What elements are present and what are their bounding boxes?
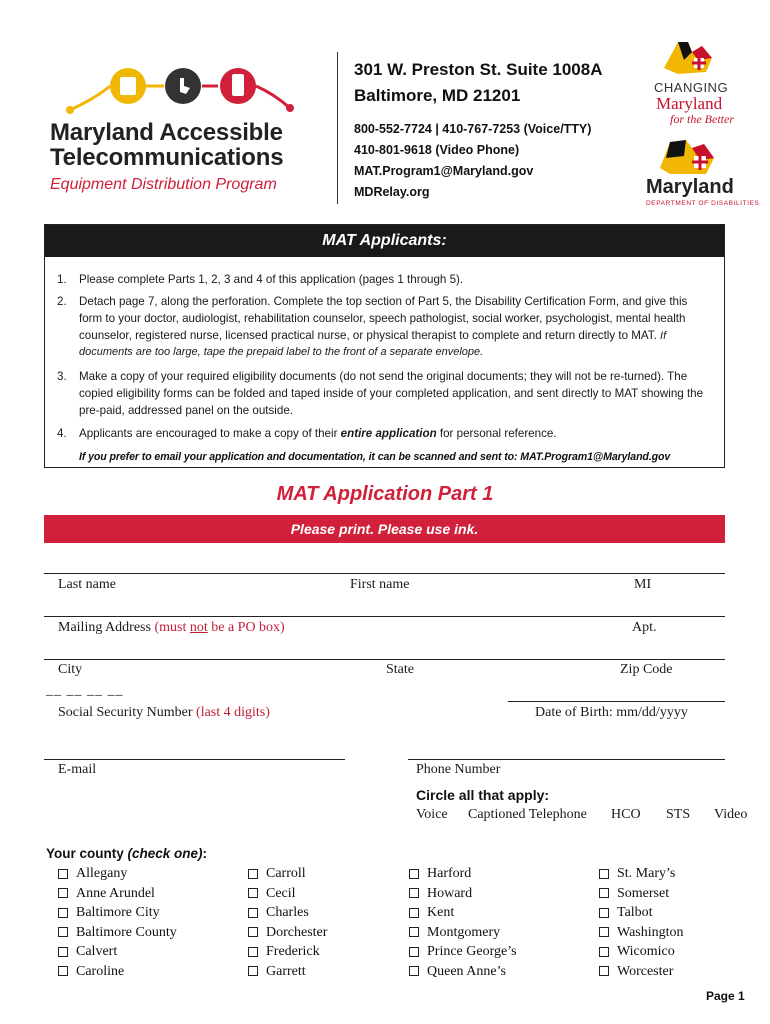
- phone-line[interactable]: [408, 759, 725, 760]
- county-option-carroll[interactable]: Carroll: [248, 864, 327, 884]
- county-option-calvert[interactable]: Calvert: [58, 942, 177, 962]
- checkbox[interactable]: [58, 908, 68, 918]
- last-name-label: Last name: [58, 577, 116, 592]
- county-option-caroline[interactable]: Caroline: [58, 962, 177, 982]
- phone-label: Phone Number: [416, 762, 501, 777]
- checkbox[interactable]: [599, 947, 609, 957]
- phone-voice: 800-552-7724 | 410-767-7253 (Voice/TTY): [354, 122, 592, 136]
- option-hco[interactable]: HCO: [611, 807, 641, 822]
- apt-label: Apt.: [632, 620, 657, 635]
- email-note: If you prefer to email your application and documentation, it can be scanned and sent to: MAT.Program1@Maryland.gov: [79, 451, 671, 463]
- option-video[interactable]: Video: [714, 807, 748, 822]
- checkbox[interactable]: [599, 869, 609, 879]
- address-line[interactable]: [44, 616, 725, 617]
- phone-icon: [120, 77, 136, 95]
- maryland-flag-logo: [658, 38, 718, 78]
- brand-maryland: Maryland: [656, 94, 723, 113]
- checkbox[interactable]: [599, 927, 609, 937]
- applicants-heading: MAT Applicants:: [45, 225, 724, 257]
- option-captioned-telephone[interactable]: Captioned Telephone: [468, 807, 587, 822]
- mat-logo-graphic: [66, 58, 306, 118]
- city-label: City: [58, 662, 83, 677]
- option-voice[interactable]: Voice: [416, 807, 448, 822]
- brand-changing: CHANGING: [654, 80, 729, 95]
- checkbox[interactable]: [409, 966, 419, 976]
- checkbox[interactable]: [58, 869, 68, 879]
- circle-heading: Circle all that apply:: [416, 787, 550, 803]
- checkbox[interactable]: [599, 966, 609, 976]
- email-label: E-mail: [58, 762, 97, 777]
- county-option-garrett[interactable]: Garrett: [248, 962, 327, 982]
- org-name: Maryland Accessible Telecommunications: [50, 119, 284, 171]
- county-option-charles[interactable]: Charles: [248, 903, 327, 923]
- part1-title: MAT Application Part 1: [276, 483, 494, 505]
- print-ink-banner: Please print. Please use ink.: [44, 515, 725, 543]
- checkbox[interactable]: [409, 888, 419, 898]
- county-option-st-marys[interactable]: St. Mary’s: [599, 864, 684, 884]
- dob-label: Date of Birth: mm/dd/yyyy: [535, 705, 688, 720]
- checkbox[interactable]: [248, 888, 258, 898]
- checkbox[interactable]: [248, 908, 258, 918]
- checkbox[interactable]: [58, 888, 68, 898]
- county-column-4: [599, 864, 684, 981]
- phone-video: 410-801-9618 (Video Phone): [354, 143, 520, 157]
- header-divider: [337, 52, 338, 204]
- county-option-allegany[interactable]: Allegany: [58, 864, 177, 884]
- dob-line[interactable]: [508, 701, 725, 702]
- city-line[interactable]: [44, 659, 725, 660]
- address-line1: 301 W. Preston St. Suite 1008A: [354, 60, 603, 79]
- county-column-2: [248, 864, 327, 981]
- county-option-worcester[interactable]: Worcester: [599, 962, 684, 982]
- county-option-kent[interactable]: Kent: [409, 903, 517, 923]
- county-column-3: [409, 864, 517, 981]
- county-option-dorchester[interactable]: Dorchester: [248, 923, 327, 943]
- county-option-frederick[interactable]: Frederick: [248, 942, 327, 962]
- website: MDRelay.org: [354, 185, 430, 199]
- state-label: State: [386, 662, 414, 677]
- checkbox[interactable]: [409, 869, 419, 879]
- county-option-harford[interactable]: Harford: [409, 864, 517, 884]
- county-option-howard[interactable]: Howard: [409, 884, 517, 904]
- ssn-label: Social Security Number (last 4 digits): [58, 705, 270, 720]
- name-line[interactable]: [44, 573, 725, 574]
- mi-label: MI: [634, 577, 652, 592]
- county-heading: Your county (check one):: [46, 846, 208, 861]
- email-line[interactable]: [44, 759, 345, 760]
- checkbox[interactable]: [248, 927, 258, 937]
- applicants-instructions-box: MAT Applicants: 1. Please complete Parts 1, 2, 3 and 4 of this application (pages 1 through 5). 2. Detach page 7, along the perforation. Complete the top section of Part 5, the Disability Certification Form, and give this form to your doctor, audiologist, rehabilitation counselor, speech pathologist, social worker, psychologist, mental health counselor, registered nurse, licensed practical nurse, or physical therapist to complete and return directly to MAT. If documents are too large, tape the prepaid label to the front of a separate envelope. 3. Make a copy of your required eligibility documents (do not send the original documents; they will not be re-turned). The copied eligibility forms can be folded and taped inside of your completed application, and sent directly to MAT showing the pre-paid, addressed panel on the outside. 4. Applicants are encouraged to make a copy of their entire application for personal reference. If you prefer to email your application and documentation, it can be scanned and sent to: MAT.Program1@Maryland.gov: [44, 224, 725, 468]
- county-option-cecil[interactable]: Cecil: [248, 884, 327, 904]
- checkbox[interactable]: [409, 908, 419, 918]
- county-column-1: [58, 864, 177, 981]
- address-line2: Baltimore, MD 21201: [354, 86, 521, 105]
- checkbox[interactable]: [248, 869, 258, 879]
- first-name-label: First name: [350, 577, 410, 592]
- ssn-blanks[interactable]: __ __ __ __: [46, 683, 124, 698]
- county-option-baltimore-county[interactable]: Baltimore County: [58, 923, 177, 943]
- dept-disabilities-logo: [656, 136, 718, 178]
- checkbox[interactable]: [248, 947, 258, 957]
- zip-label: Zip Code: [620, 662, 673, 677]
- mobile-icon: [232, 74, 244, 96]
- org-subtitle: Equipment Distribution Program: [50, 176, 277, 193]
- county-option-somerset[interactable]: Somerset: [599, 884, 684, 904]
- county-option-talbot[interactable]: Talbot: [599, 903, 684, 923]
- county-option-montgomery[interactable]: Montgomery: [409, 923, 517, 943]
- county-option-baltimore-city[interactable]: Baltimore City: [58, 903, 177, 923]
- dept-name: DEPARTMENT OF DISABILITIES: [646, 200, 760, 207]
- mailing-address-label: Mailing Address (must not be a PO box): [58, 620, 285, 635]
- county-option-wicomico[interactable]: Wicomico: [599, 942, 684, 962]
- option-sts[interactable]: STS: [666, 807, 691, 822]
- county-option-queen-annes[interactable]: Queen Anne’s: [409, 962, 517, 982]
- checkbox[interactable]: [58, 966, 68, 976]
- checkbox[interactable]: [248, 966, 258, 976]
- checkbox[interactable]: [599, 888, 609, 898]
- checkbox[interactable]: [409, 927, 419, 937]
- checkbox[interactable]: [58, 947, 68, 957]
- checkbox[interactable]: [599, 908, 609, 918]
- county-option-prince-georges[interactable]: Prince George’s: [409, 942, 517, 962]
- page-number: Page 1: [706, 989, 745, 1003]
- brand-tagline: for the Better: [670, 112, 734, 126]
- county-option-washington[interactable]: Washington: [599, 923, 684, 943]
- checkbox[interactable]: [58, 927, 68, 937]
- county-option-anne-arundel[interactable]: Anne Arundel: [58, 884, 177, 904]
- contact-email: MAT.Program1@Maryland.gov: [354, 164, 534, 178]
- checkbox[interactable]: [409, 947, 419, 957]
- dept-maryland: Maryland: [646, 176, 734, 198]
